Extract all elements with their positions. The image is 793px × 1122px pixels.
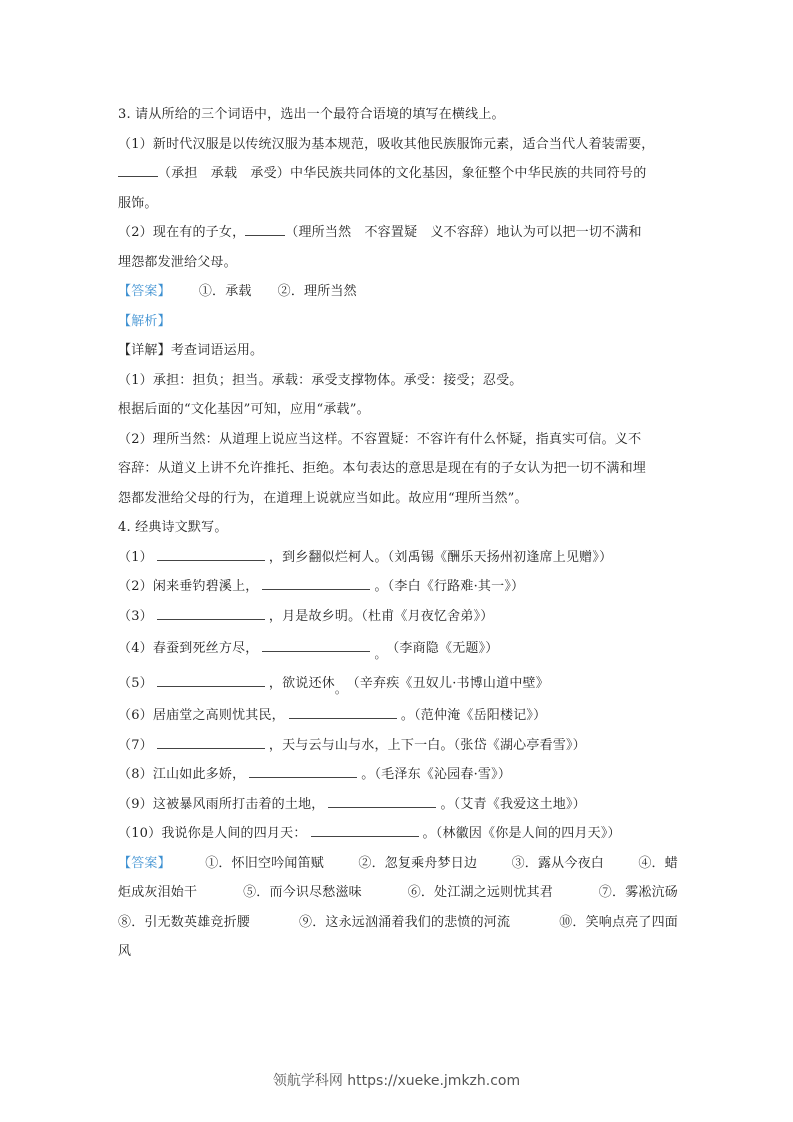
fill-blank (157, 674, 265, 687)
item-number: （2） (118, 579, 153, 594)
item-number: （6） (118, 708, 153, 723)
item-before: 江山如此多娇， (152, 767, 246, 782)
item-before: 我说你是人间的四月天： (161, 826, 307, 841)
q3-exp2-line2: 容辞：从道义上讲不允许推托、拒绝。本句表达的意思是现在有的子女认为把一切不满和埋 (118, 461, 647, 476)
item-number: （7） (118, 737, 153, 753)
q4-answer-row (118, 908, 678, 938)
answer-item: ④．蜡 (638, 855, 678, 871)
q4-item (118, 731, 678, 761)
fill-blank (249, 765, 357, 778)
analysis-label: 【解析】 (118, 313, 171, 329)
item-after: 。（林徽因《你是人间的四月天》） (422, 826, 621, 841)
answer-item: ⑥．处江湖之远则忧其君 (407, 885, 553, 900)
answer-item: ⑨．这永远汹涌着我们的悲愤的河流 (299, 914, 511, 930)
item-after: 。（范仲淹《岳阳楼记》） (400, 708, 547, 723)
fill-blank (157, 548, 265, 561)
item-after: 。（李白《行路难·其一》） (374, 579, 525, 594)
answer-label: 【答案】 (118, 284, 171, 299)
item-before: 居庙堂之高则忧其民， (152, 708, 285, 723)
item-after: ，月是故乡明。（杜甫《月夜忆舍弟》） (268, 608, 494, 624)
document-page (118, 100, 678, 967)
item-after: ，天与云与山与水，上下一白。（张岱《湖心亭看雪》） (268, 737, 586, 753)
detail-label: 【详解】 (118, 343, 171, 358)
answer-item: ⑤．而今识尽愁滋味 (243, 885, 362, 900)
item-source: （辛弃疾《丑奴儿·书博山道中壁》 (353, 676, 549, 691)
q4-item (118, 631, 678, 666)
q3-exp1b: 根据后面的“文化基因”可知，应用“承载”。 (118, 402, 370, 417)
q4-item (118, 666, 678, 701)
answer-item: 风 (118, 944, 132, 959)
item-number: （5） (118, 676, 153, 691)
item-before: 春蚕到死丝方尽， (152, 641, 259, 656)
fill-blank (157, 607, 265, 620)
fill-blank (311, 824, 419, 837)
item-after: 。（毛泽东《沁园春·雪》） (361, 767, 512, 782)
q4-answer-row (118, 849, 678, 879)
q3-exp2-line1: （2）理所当然：从道理上说应当这样。不容置疑：不容许有什么怀疑，指真实可信。义不 (118, 431, 642, 447)
q4-item (118, 701, 678, 731)
q3-exp2-line3: 怨都发泄给父母的行为，在道理上说就应当如此。故应用“理所当然”。 (118, 490, 528, 506)
item-before: 这被暴风雨所打击着的土地， (152, 796, 325, 812)
answer-item: ⑧．引无数英雄竞折腰 (118, 914, 251, 930)
q4-item (118, 760, 678, 790)
q3-title: 3. 请从所给的三个词语中，选出一个最符合语境的填写在横线上。 (118, 107, 505, 122)
item-period: 。 (334, 682, 348, 696)
item-number: （10） (118, 826, 162, 841)
q3-answer-row (118, 277, 678, 307)
fill-blank (245, 223, 285, 236)
item-after: 。 (374, 647, 387, 661)
q3-p1-line3: 服饰。 (118, 195, 158, 211)
answer-item: ①．怀旧空吟闻笛赋 (205, 855, 324, 871)
fill-blank (157, 736, 265, 749)
item-before: 闲来垂钓碧溪上， (152, 579, 259, 594)
fill-blank (328, 795, 436, 808)
item-source: （李商隐《无题》） (392, 641, 499, 656)
q3-p2-after: （理所当然 不容置疑 义不容辞）地认为可以把一切不满和 (285, 225, 642, 240)
answer-item: ②．忽复乘舟梦日边 (358, 855, 478, 871)
answer-item: ①．承载 (198, 284, 252, 299)
q4-item (118, 572, 678, 602)
answer-item: ⑩．笑响点亮了四面 (559, 914, 678, 930)
item-after: 。（艾青《我爱这土地》） (440, 796, 586, 812)
q4-item (118, 602, 678, 632)
item-number: （3） (118, 608, 153, 624)
q3-exp1: （1）承担：担负；担当。承载：承受支撑物体。承受：接受；忍受。 (118, 372, 523, 388)
q4-item (118, 543, 678, 573)
detail-text: 考查词语运用。 (170, 343, 264, 358)
q3-p1-line2 (118, 159, 678, 189)
q4-item (118, 819, 678, 849)
q3-p2-line1 (118, 218, 678, 248)
item-number: （1） (118, 549, 153, 565)
item-number: （8） (118, 767, 153, 782)
q3-p1-line2-text: （承担 承载 承受）中华民族共同体的文化基因，象征整个中华民族的共同符号的 (158, 166, 647, 181)
q3-p1-line1: （1）新时代汉服是以传统汉服为基本规范，吸收其他民族服饰元素，适合当代人着装需要， (118, 136, 655, 152)
q4-item (118, 790, 678, 820)
answer-item: ③．露从今夜白 (511, 855, 604, 871)
answer-label: 【答案】 (118, 855, 171, 871)
q4-answer-row (118, 937, 678, 967)
q3-detail (118, 336, 678, 366)
fill-blank (262, 639, 370, 652)
fill-blank (289, 706, 397, 719)
item-number: （9） (118, 796, 153, 812)
q3-p2-before: （2）现在有的子女， (118, 225, 246, 240)
answer-item: ②．理所当然 (277, 284, 357, 299)
answer-item: 炬成灰泪始干 (118, 885, 198, 900)
item-number: （4） (118, 641, 153, 656)
item-after: ，欲说还休 (268, 676, 335, 691)
fill-blank (262, 577, 370, 590)
fill-blank (118, 164, 158, 177)
q3-p2-line2: 埋怨都发泄给父母。 (118, 254, 237, 270)
answer-item: ⑦．雾凇沆砀 (598, 885, 678, 900)
q4-title: 4. 经典诗文默写。 (118, 520, 228, 535)
footer-watermark: 领航学科网 https://xueke.jmkzh.com (272, 1073, 521, 1089)
item-after: ，到乡翻似烂柯人。（刘禹锡《酬乐天扬州初逢席上见赠》） (268, 549, 613, 565)
q4-answer-row (118, 878, 678, 908)
